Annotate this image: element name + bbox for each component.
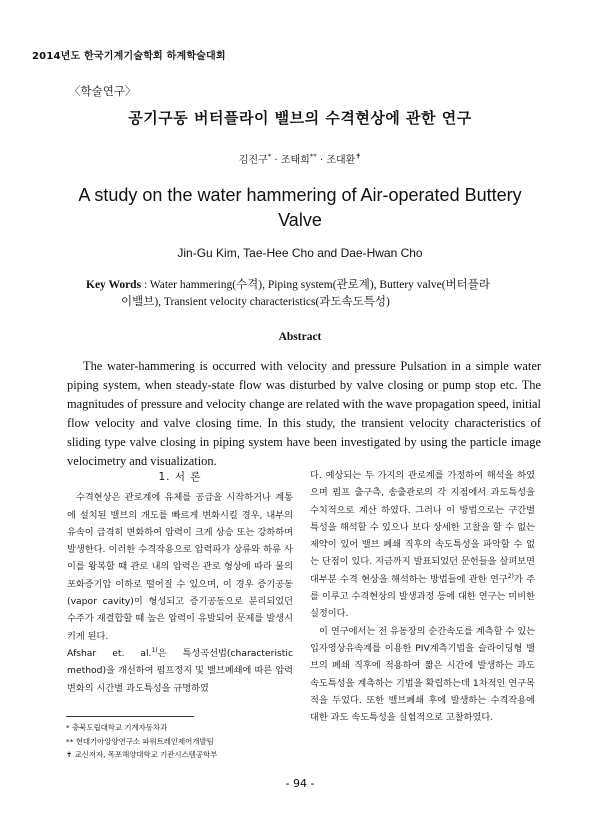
keywords-line-2: 이밸브), Transient velocity characteristics(과도속도특성) <box>121 296 390 308</box>
intro-paragraph-4: 이 연구에서는 전 유동장의 순간속도를 계측할 수 있는 입자영상유속계를 이용한 PIV계측기법을 슬라이딩형 밸브의 폐쇄 직후에 적용하여 짧은 시간에 발생하는 과도 속도특성을 계측하는 기법을 확립하는데 1차적인 연구목적을 두었다. 또한 밸브폐쇄 후에 발생하는 수격작용에 대한 과도 속도특성을 실험적으로 고찰하였다. <box>310 625 535 724</box>
author-separator: · <box>316 155 327 166</box>
author-separator: · <box>271 155 281 166</box>
right-column <box>310 467 535 726</box>
title-english: A study on the water hammering of Air-operated Buttery Valve <box>78 185 522 230</box>
citation-ref: 2) <box>507 572 514 580</box>
author-3: 조대환 <box>326 155 356 166</box>
author-3-mark: ✝ <box>355 152 362 161</box>
article-category: 〈학술연구〉 <box>69 84 137 98</box>
section-heading-introduction: 1. 서 론 <box>158 471 202 483</box>
abstract-heading: Abstract <box>278 331 322 343</box>
intro-paragraph-3 <box>310 467 535 623</box>
intro-paragraph-3-start: 다. 예상되는 두 가지의 관로계를 가정하여 해석을 하였으며 펌프 출구측, 송출관로의 각 지점에서 과도특성을 수치적으로 계산 하였다. 그러나 이 방법으로는 구간별 특성을 해석할 수 있으나 보다 상세한 고찰을 할 수 없는 제약이 있어 밸브 폐쇄 직후의 속도특성을 파악할 수 없는 단점이 있다. 지금까지 발표되었던 문헌들을 살펴보면 대부분 수격 현상을 해석하는 방법들에 관한 연구 <box>310 470 535 585</box>
footnote-1: * 충북도립대학교 기계자동차과 <box>66 723 168 732</box>
keywords <box>86 277 526 311</box>
page-number: - 94 - <box>285 777 315 790</box>
footnote-2: ** 현대기아앙양연구소 파워트레인제어개발팀 <box>66 736 214 746</box>
author-2: 조태희 <box>280 155 310 166</box>
intro-paragraph-2-start: Afshar et. al. <box>67 647 152 659</box>
abstract-text: The water-hammering is occurred with velocity and pressure Pulsation in a simple water piping system, when steady-state flow was disturbed by valve closing or pump stop etc. The magnitudes of pressure and velocity change are related with the wave propagation speed, initial flow velocity and valve closing time. In this study, the transient velocity characteristics of sliding type valve closing in piping system have been investigated by using the particle image velocimetry and visualization. <box>67 359 541 468</box>
authors-korean <box>0 151 600 166</box>
keywords-line-1: : Water hammering(수격), Piping system(관로계), Buttery valve(버터플라 <box>141 279 490 291</box>
intro-paragraph-3-rest: 가 주를 이루고 수격현상의 발생과정 등에 대한 연구는 미비한 실정이다. <box>310 573 535 620</box>
intro-paragraph-1: 수격현상은 관로계에 유체를 공급을 시작하거나 계통에 설치된 밸브의 개도를 빠르게 변화시킬 경우, 내부의 유속이 급격히 변화하여 압력이 크게 상승 또는 강하하며 발생한다. 이러한 수격작용으로 압력파가 상류와 하류 사이를 왕복할 때 관로 내의 압력은 관로 형상에 따라 물의 포화증기압 이하로 떨어질 수 있으며, 이 경우 증기공동(vapor cavity)이 형성되고 증기공동으로 분리되었던 수주가 재결합할 때 높은 압력이 유발되어 문제를 발생시키게 된다. <box>67 492 293 642</box>
intro-paragraph-2-rest: 은 특성곡선법(characteristic method)을 개선하여 펌프정지 및 밸브폐쇄에 따른 압력 변화의 시간별 과도특성을 규명하였 <box>67 647 294 694</box>
citation-ref: 1) <box>151 646 158 654</box>
title-korean: 공기구동 버터플라이 밸브의 수격현상에 관한 연구 <box>128 109 472 127</box>
footnote-3: ✝ 교신저자, 목포해양대학교 기관시스템공학부 <box>66 750 218 759</box>
keywords-label: Key Words <box>86 279 142 291</box>
left-column <box>67 469 293 697</box>
author-1: 김진구 <box>238 155 268 166</box>
footnote-divider <box>66 716 194 717</box>
author-2-mark: ** <box>309 152 317 161</box>
author-1-mark: * <box>267 152 272 161</box>
running-header: 2014년도 한국기계기술학회 하계학술대회 <box>32 51 226 62</box>
intro-paragraph-2 <box>67 645 293 697</box>
authors-english: Jin-Gu Kim, Tae-Hee Cho and Dae-Hwan Cho <box>177 246 423 260</box>
footnotes <box>66 721 296 762</box>
